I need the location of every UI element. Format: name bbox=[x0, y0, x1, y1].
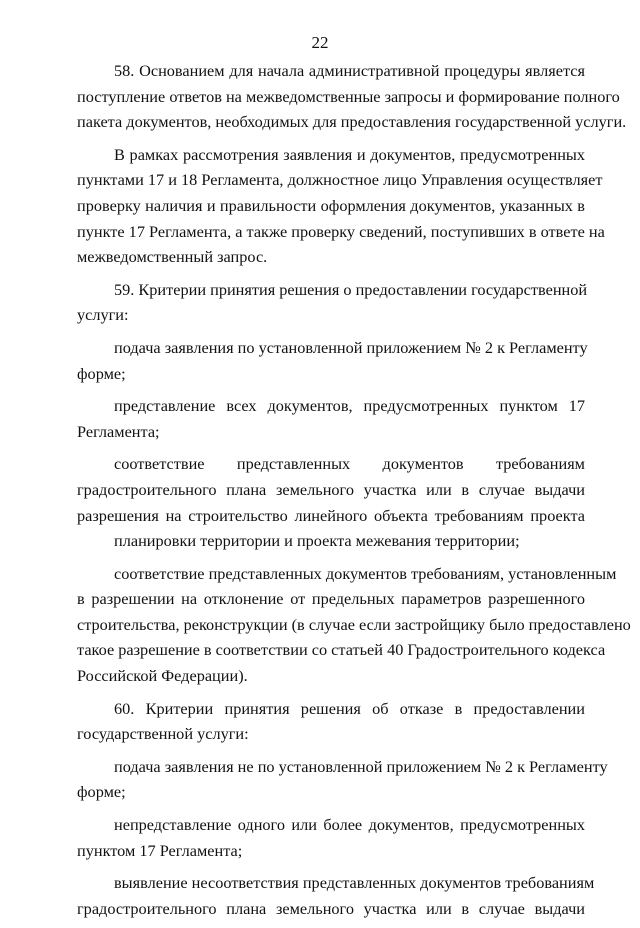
list-item-deviation-permit-compliance bbox=[77, 561, 631, 696]
paragraph-line: 59. Критерии принятия решения о предоставлении государственной bbox=[114, 279, 588, 299]
paragraph-line: Регламента; bbox=[77, 421, 160, 441]
list-item-urban-plan-compliance bbox=[77, 451, 585, 560]
document-body bbox=[77, 58, 631, 928]
paragraph-line: разрешения на строительство линейного объекта требованиям проекта bbox=[77, 505, 585, 525]
paragraph-line: пунктами 17 и 18 Регламента, должностное лицо Управления осуществляет bbox=[77, 170, 603, 190]
paragraph-line: В рамках рассмотрения заявления и документов, предусмотренных bbox=[114, 144, 585, 164]
paragraph-line: соответствие представленных документов требованиям bbox=[114, 454, 585, 474]
paragraph-line: Российской Федерации). bbox=[77, 666, 248, 686]
paragraph-line: в разрешении на отклонение от предельных параметров разрешенного bbox=[77, 589, 585, 609]
paragraph-60-refusal-criteria bbox=[77, 696, 585, 754]
paragraph-line: государственной услуги: bbox=[77, 724, 249, 744]
paragraph-line: 58. Основанием для начала административной процедуры является bbox=[114, 61, 585, 80]
paragraph-line: градостроительного плана земельного участка или в случае выдачи bbox=[77, 898, 585, 918]
paragraph-line: пунктом 17 Регламента; bbox=[77, 840, 243, 860]
paragraph-58-basis bbox=[77, 58, 627, 142]
paragraph-line: услуги: bbox=[77, 305, 129, 325]
paragraph-line: межведомственный запрос. bbox=[77, 247, 268, 267]
paragraph-line: пункте 17 Регламента, а также проверку сведений, поступивших в ответе на bbox=[77, 221, 605, 241]
paragraph-line: представление всех документов, предусмотренных пунктом 17 bbox=[114, 396, 585, 416]
paragraph-59-criteria bbox=[77, 277, 588, 335]
paragraph-line: подача заявления не по установленной приложением № 2 к Регламенту bbox=[114, 756, 608, 776]
list-item-missing-documents bbox=[77, 812, 585, 870]
paragraph-line: планировки территории и проекта межевания территории; bbox=[114, 531, 520, 551]
paragraph-line: 60. Критерии принятия решения об отказе в предоставлении bbox=[114, 698, 585, 718]
paragraph-line: поступление ответов на межведомственные запросы и формирование полного bbox=[77, 86, 620, 106]
list-item-all-documents bbox=[77, 393, 585, 451]
paragraph-line: соответствие представленных документов требованиям, установленным bbox=[114, 563, 617, 583]
page-number: 22 bbox=[311, 33, 329, 52]
paragraph-line: форме; bbox=[77, 363, 126, 383]
paragraph-line: такое разрешение в соответствии со статьей 40 Градостроительного кодекса bbox=[77, 640, 606, 660]
list-item-noncompliance bbox=[77, 870, 595, 928]
paragraph-review bbox=[77, 142, 605, 277]
paragraph-line: подача заявления по установленной приложением № 2 к Регламенту bbox=[114, 337, 588, 357]
list-item-application-form bbox=[77, 335, 588, 393]
list-item-wrong-form bbox=[77, 754, 608, 812]
paragraph-line: строительства, реконструкции (в случае если застройщику было предоставлено bbox=[77, 614, 631, 634]
paragraph-line: форме; bbox=[77, 782, 126, 802]
paragraph-line: непредставление одного или более документов, предусмотренных bbox=[114, 815, 585, 835]
paragraph-line: проверку наличия и правильности оформления документов, указанных в bbox=[77, 195, 585, 215]
paragraph-line: градостроительного плана земельного участка или в случае выдачи bbox=[77, 479, 585, 499]
paragraph-line: выявление несоответствия представленных документов требованиям bbox=[114, 873, 595, 893]
paragraph-line: пакета документов, необходимых для предоставления государственной услуги. bbox=[77, 112, 627, 132]
